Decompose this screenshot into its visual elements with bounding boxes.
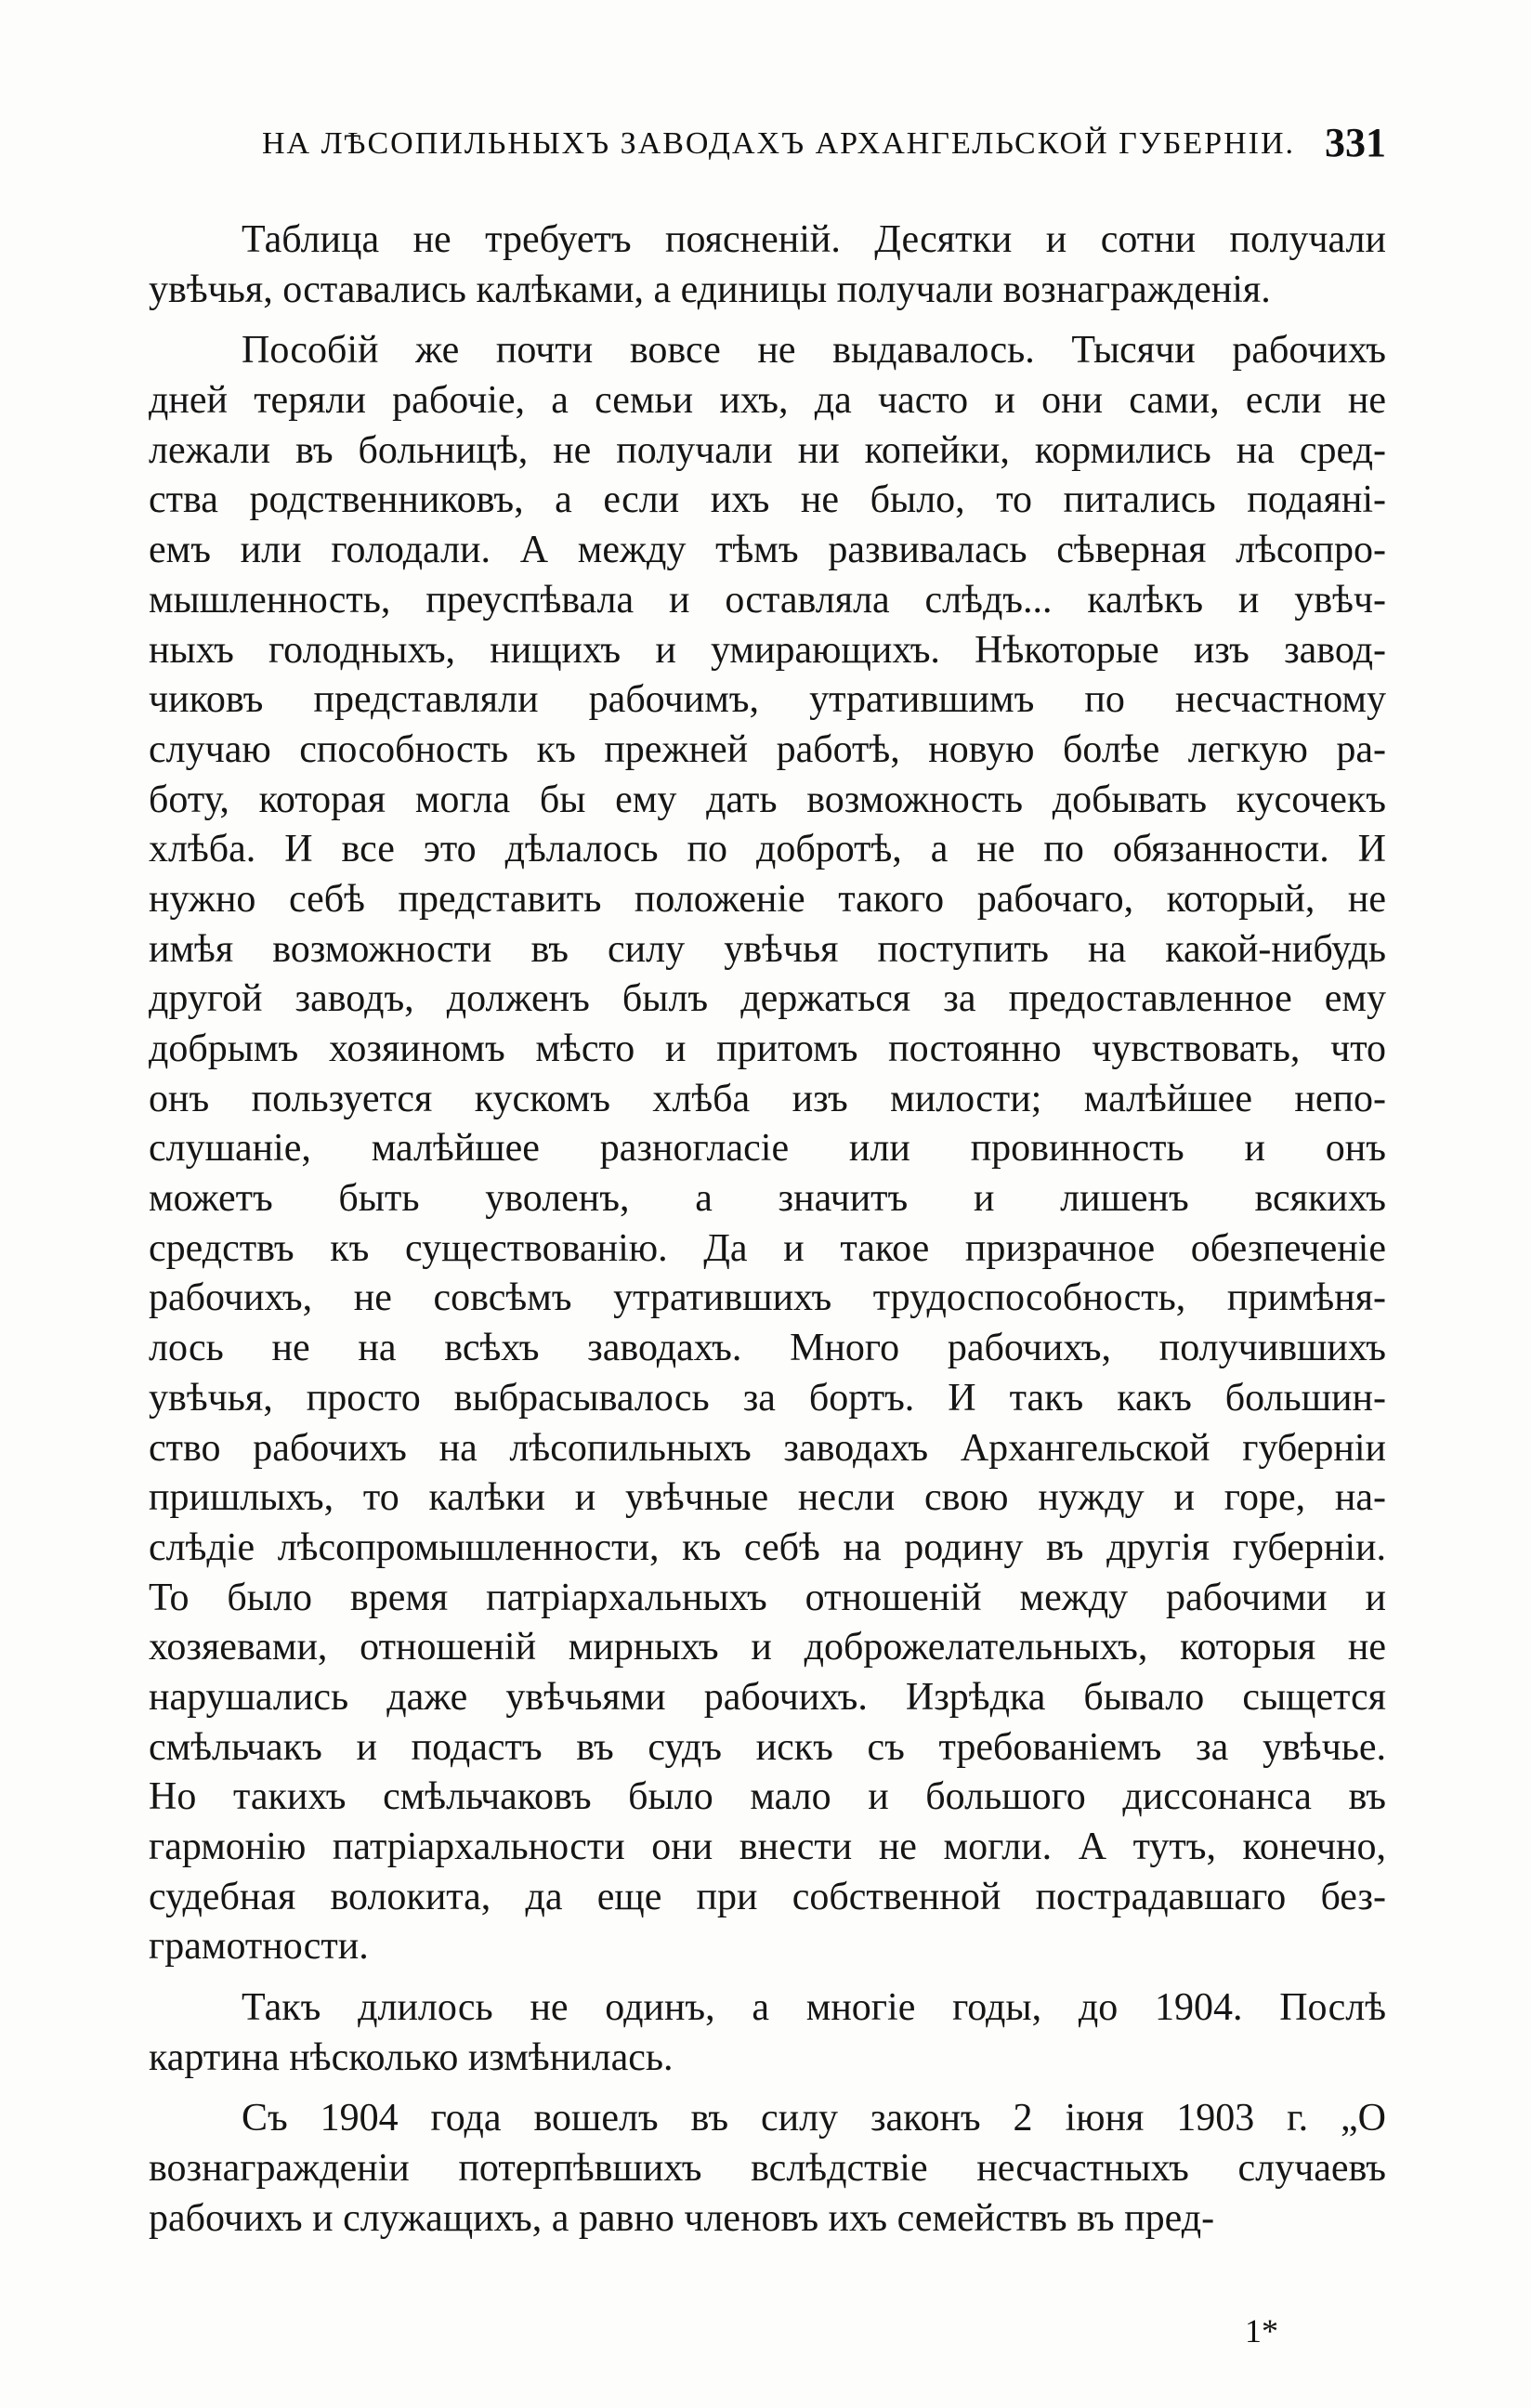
- signature-mark: 1*: [1245, 2312, 1278, 2349]
- text-line: слушаніе, малѣйшее разногласіе или провинность и онъ: [149, 1127, 1386, 1171]
- paragraph: [149, 216, 1386, 315]
- text-line: ство рабочихъ на лѣсопильныхъ заводахъ Архангельской губерніи: [149, 1426, 1386, 1470]
- text-line: пришлыхъ, то калѣки и увѣчные несли свою нужду и горе, на-: [149, 1476, 1386, 1520]
- text-line: судебная волокита, да еще при собственной пострадавшаго без-: [149, 1875, 1386, 1918]
- text-line: увѣчья, оставались калѣками, а единицы получали вознагражденія.: [149, 268, 1271, 311]
- text-line: Такъ длилось не одинъ, а многіе годы, до 1904. Послѣ: [242, 1986, 1386, 2030]
- text-line: мышленность, преуспѣвала и оставляла слѣдъ... калѣкъ и увѣч-: [149, 578, 1386, 622]
- running-title: НА ЛѢСОПИЛЬНЫХЪ ЗАВОДАХЪ АРХАНГЕЛЬСКОЙ ГУБЕРНІИ.: [262, 126, 1295, 161]
- text-line: можетъ быть уволенъ, а значитъ и лишенъ всякихъ: [149, 1177, 1386, 1221]
- text-line: смѣльчакъ и подастъ въ судъ искъ съ требованіемъ за увѣчье.: [149, 1725, 1386, 1769]
- paragraph: [149, 2094, 1386, 2244]
- text-line: имѣя возможности въ силу увѣчья поступить на какой-нибудь: [149, 927, 1386, 971]
- running-head: [243, 119, 1386, 175]
- text-line: онъ пользуется кускомъ хлѣба изъ милости; малѣйшее непо-: [149, 1077, 1386, 1120]
- text-line: лежали въ больницѣ, не получали ни копейки, кормились на сред-: [149, 428, 1386, 472]
- text-line: емъ или голодали. А между тѣмъ развивалась сѣверная лѣсопро-: [149, 529, 1386, 572]
- text-line: случаю способность къ прежней работѣ, новую болѣе легкую ра-: [149, 727, 1386, 771]
- text-line: вознагражденіи потерпѣвшихъ вслѣдствіе несчастныхъ случаевъ: [149, 2147, 1386, 2191]
- text-line: хозяевами, отношеній мирныхъ и доброжелательныхъ, которыя не: [149, 1626, 1386, 1669]
- body-text: [149, 216, 1386, 2244]
- text-line: картина нѣсколько измѣнилась.: [149, 2035, 674, 2079]
- text-line: средствъ къ существованію. Да и такое призрачное обезпеченіе: [149, 1226, 1386, 1270]
- paragraph-gap: [149, 2083, 1386, 2094]
- text-line: ныхъ голодныхъ, нищихъ и умирающихъ. Нѣкоторые изъ завод-: [149, 628, 1386, 672]
- text-line: чиковъ представляли рабочимъ, утратившимъ по несчастному: [149, 678, 1386, 722]
- text-line: гармонію патріархальности они внести не могли. А тутъ, конечно,: [149, 1826, 1386, 1868]
- paragraph-gap: [149, 1972, 1386, 1983]
- text-line: увѣчья, просто выбрасывалось за бортъ. И такъ какъ большин-: [149, 1376, 1386, 1420]
- text-line: То было время патріархальныхъ отношеній между рабочими и: [149, 1576, 1386, 1619]
- text-line: нужно себѣ представить положеніе такого рабочаго, который, не: [149, 877, 1386, 921]
- text-line: другой заводъ, долженъ былъ держаться за предоставленное ему: [149, 977, 1386, 1021]
- text-line: Съ 1904 года вошелъ въ силу законъ 2 іюня 1903 г. „О: [242, 2097, 1386, 2140]
- paragraph: [149, 1983, 1386, 2083]
- text-line: дней теряли рабочіе, а семьи ихъ, да часто и они сами, если не: [149, 379, 1386, 423]
- text-line: добрымъ хозяиномъ мѣсто и притомъ постоянно чувствовать, что: [149, 1027, 1386, 1070]
- text-line: хлѣба. И все это дѣлалось по добротѣ, а не по обязанности. И: [149, 828, 1386, 871]
- text-line: грамотности.: [149, 1925, 369, 1969]
- text-line: рабочихъ, не совсѣмъ утратившихъ трудоспособность, примѣня-: [149, 1276, 1386, 1320]
- paragraph-gap: [149, 315, 1386, 326]
- paragraph: [149, 326, 1386, 1972]
- page-number: 331: [1325, 120, 1386, 165]
- text-line: Пособій же почти вовсе не выдавалось. Тысячи рабочихъ: [242, 329, 1386, 373]
- text-line: ства родственниковъ, а если ихъ не было, то питались подаяні-: [149, 478, 1386, 522]
- text-line: рабочихъ и служащихъ, а равно членовъ ихъ семействъ въ пред-: [149, 2196, 1215, 2240]
- text-line: слѣдіе лѣсопромышленности, къ себѣ на родину въ другія губерніи.: [149, 1525, 1386, 1569]
- text-line: лось не на всѣхъ заводахъ. Много рабочихъ, получившихъ: [149, 1327, 1386, 1370]
- text-line: боту, которая могла бы ему дать возможность добывать кусочекъ: [149, 778, 1386, 821]
- text-line: нарушались даже увѣчьями рабочихъ. Изрѣдка бывало сыщется: [149, 1675, 1386, 1719]
- text-line: Но такихъ смѣльчаковъ было мало и большого диссонанса въ: [149, 1775, 1386, 1819]
- text-line: Таблица не требуетъ поясненій. Десятки и сотни получали: [242, 218, 1386, 261]
